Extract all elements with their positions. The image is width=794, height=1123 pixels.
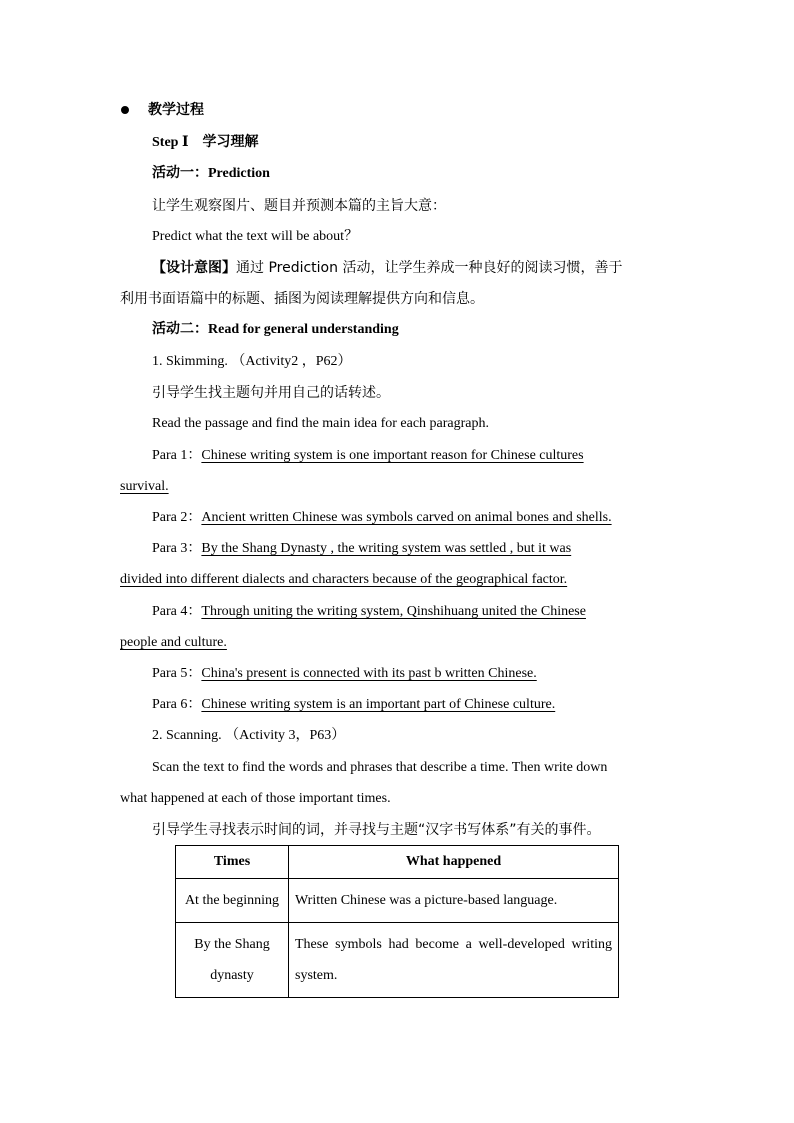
table-cell-event: Written Chinese was a picture-based language.: [289, 879, 619, 923]
activity1-title: 活动一：Prediction: [152, 166, 270, 181]
para5-answer: China's present is connected with its past b written Chinese.: [201, 666, 537, 681]
activity1-instruction: 让学生观察图片、题目并预测本篇的主旨大意：: [152, 198, 446, 214]
skimming-task: Read the passage and find the main idea for each paragraph.: [152, 416, 490, 431]
times-header: Times: [176, 846, 289, 879]
design-intent-line2: 利用书面语篇中的标题、插图为阅读理解提供方向和信息。: [120, 291, 484, 307]
para1-label: Para 1：: [152, 448, 202, 463]
para4-answer-cont: people and culture.: [120, 635, 227, 650]
design-intent-text: 通过 Prediction 活动，让学生养成一种良好的阅读习惯，善于: [236, 260, 623, 276]
what-happened-header: What happened: [289, 846, 619, 879]
table-cell-time: At the beginning: [176, 879, 289, 923]
para6-answer: Chinese writing system is an important part of Chinese culture.: [201, 697, 556, 712]
para4-line: [152, 602, 674, 622]
activity1-question: Predict what the text will be about？: [152, 229, 359, 244]
para3-label: Para 3：: [152, 541, 202, 556]
para6-label: Para 6：: [152, 697, 202, 712]
para4-label: Para 4：: [152, 604, 202, 619]
table-cell-event: These symbols had become a well-developed writing system.: [289, 923, 619, 998]
scanning-task-line1: Scan the text to find the words and phrases that describe a time. Then write down: [152, 760, 608, 775]
para6-line: [152, 695, 712, 715]
table-row: [176, 923, 619, 998]
table-row: [176, 879, 619, 923]
skimming-heading: 1. Skimming. （Activity2 ，P62）: [152, 354, 352, 369]
activity2-title: 活动二：Read for general understanding: [152, 322, 399, 337]
times-table: [175, 845, 619, 998]
step-heading: Step Ⅰ 学习理解: [152, 135, 259, 150]
para3-answer: By the Shang Dynasty , the writing system was settled , but it was: [201, 541, 572, 556]
scanning-heading: 2. Scanning. （Activity 3，P63）: [152, 728, 346, 743]
para2-line: [152, 508, 712, 528]
para1-answer: Chinese writing system is one important reason for Chinese cultures: [201, 448, 584, 463]
para1-line: [152, 446, 674, 466]
bullet-icon: [121, 106, 129, 114]
skimming-instruction: 引导学生找主题句并用自己的话转述。: [152, 385, 390, 401]
para2-label: Para 2：: [152, 510, 202, 525]
para4-answer: Through uniting the writing system, Qinshihuang united the Chinese: [201, 604, 586, 619]
table-header-row: [176, 846, 619, 879]
scanning-instruction: 引导学生寻找表示时间的词，并寻找与主题“汉字书写体系”有关的事件。: [152, 822, 601, 838]
section-title: 教学过程: [148, 102, 204, 118]
para5-line: [152, 664, 712, 684]
para3-line: [152, 539, 674, 559]
para2-answer: Ancient written Chinese was symbols carved on animal bones and shells.: [201, 510, 612, 525]
para1-answer-cont: survival.: [120, 479, 169, 494]
table-cell-time: By the Shang dynasty: [176, 923, 289, 998]
para3-answer-cont: divided into different dialects and characters because of the geographical factor.: [120, 572, 568, 587]
design-intent-label: 【设计意图】: [152, 260, 236, 276]
scanning-task-line2: what happened at each of those important times.: [120, 791, 391, 806]
design-intent-line1: [152, 258, 712, 278]
para5-label: Para 5：: [152, 666, 202, 681]
